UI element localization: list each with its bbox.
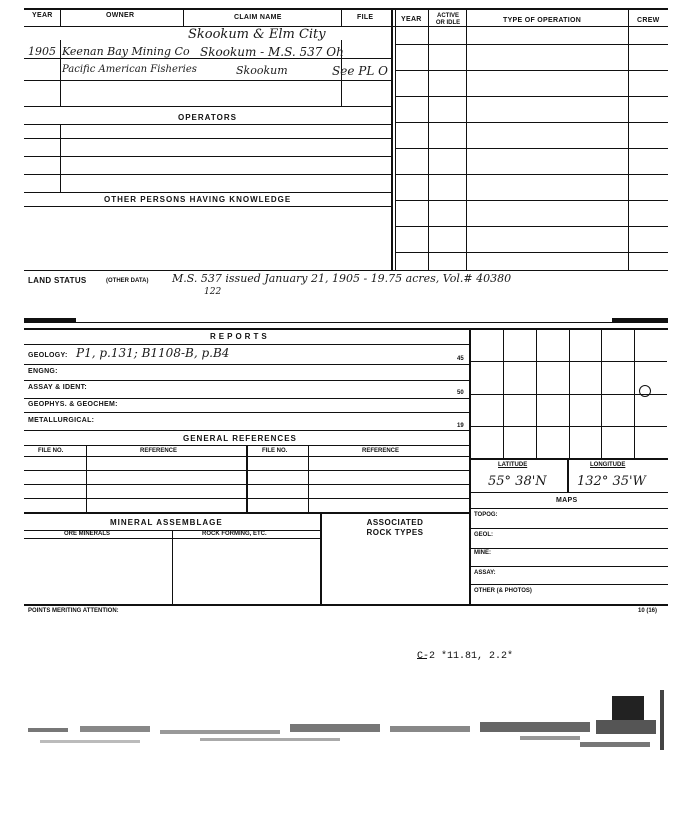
type-of-operation-header: TYPE OF OPERATION <box>503 17 582 24</box>
row-rule <box>395 174 668 175</box>
row-rule <box>24 156 391 157</box>
land-status-text: M.S. 537 issued January 21, 1905 - 19.75 acres, Vol.# 40380 <box>172 272 512 285</box>
row-rule <box>24 398 470 399</box>
row-rule <box>24 138 391 139</box>
row-rule <box>469 492 668 493</box>
row-rule <box>469 508 668 509</box>
grid-line <box>471 394 667 395</box>
num-45: 45 <box>457 356 464 362</box>
ore-minerals-header: ORE MINERALS <box>64 531 111 537</box>
grid-line <box>471 361 667 362</box>
row-rule <box>24 430 470 431</box>
divider <box>60 40 61 106</box>
divider <box>172 530 173 604</box>
claim-title: Skookum & Elm City <box>188 27 326 42</box>
geophys-label: GEOPHYS. & GEOCHEM: <box>28 401 118 408</box>
points-meriting-label: POINTS MERITING ATTENTION: <box>28 608 119 614</box>
row-rule <box>24 206 391 207</box>
row-rule <box>24 344 470 345</box>
row-rule <box>395 148 668 149</box>
row-rule <box>24 412 470 413</box>
row-rule <box>395 70 668 71</box>
strike-mark <box>417 658 427 659</box>
row-rule <box>469 566 668 567</box>
row-rule <box>469 584 668 585</box>
maps-topog: TOPOG: <box>474 512 498 518</box>
latitude-label: LATITUDE <box>498 462 528 468</box>
geology-value: P1, p.131; B1108-B, p.B4 <box>76 346 230 360</box>
row-rule <box>24 174 391 175</box>
metallurgical-label: METALLURGICAL: <box>28 417 95 424</box>
land-status-other: (OTHER DATA) <box>106 278 149 284</box>
year2-header: YEAR <box>401 16 422 23</box>
reference-header-1: REFERENCE <box>140 448 178 454</box>
divider <box>60 8 61 26</box>
geology-label: GEOLOGY: <box>28 352 68 359</box>
form-code: 10 (16) <box>638 608 658 614</box>
row-rule <box>24 80 391 81</box>
divider <box>86 445 87 512</box>
divider <box>567 458 569 492</box>
crew-header: CREW <box>637 17 660 24</box>
center-divider-inner <box>395 8 396 270</box>
divider <box>469 492 471 604</box>
row1-year: 1905 <box>28 45 56 58</box>
center-divider <box>391 8 393 270</box>
row-rule <box>469 528 668 529</box>
divider <box>466 8 467 270</box>
general-references-heading: GENERAL REFERENCES <box>183 434 297 443</box>
other-persons-heading: OTHER PERSONS HAVING KNOWLEDGE <box>104 195 292 204</box>
row-rule <box>24 512 470 514</box>
land-status-sub: 122 <box>204 287 222 297</box>
rock-forming-header: ROCK FORMING, ETC. <box>202 531 267 537</box>
divider <box>320 512 322 604</box>
year-header: YEAR <box>32 12 53 19</box>
row-rule <box>395 122 668 123</box>
land-status-label: LAND STATUS <box>28 276 87 285</box>
scan-noise-band <box>0 680 678 760</box>
top-border <box>24 8 668 10</box>
reports-heading: REPORTS <box>210 332 270 341</box>
operators-heading: OPERATORS <box>178 113 237 122</box>
assay-ident-label: ASSAY & IDENT: <box>28 384 88 391</box>
operators-top-rule <box>24 124 391 125</box>
row2-claim: Skookum <box>236 64 288 77</box>
row-rule <box>395 226 668 227</box>
row-rule <box>24 364 470 365</box>
reference-header-2: REFERENCE <box>362 448 400 454</box>
reports-top-rule <box>24 322 668 323</box>
header-bottom-rule <box>24 26 668 27</box>
owner-header: OWNER <box>106 12 135 19</box>
location-mark-icon <box>639 385 651 397</box>
row-rule <box>24 192 391 193</box>
longitude-label: LONGITUDE <box>590 462 626 468</box>
row-rule <box>24 106 391 107</box>
divider <box>428 8 429 270</box>
location-grid <box>471 329 667 458</box>
claim-name-header: CLAIM NAME <box>234 14 282 21</box>
row-rule <box>24 604 668 606</box>
row2-owner: Pacific American Fisheries <box>62 64 197 75</box>
maps-geol: GEOL: <box>474 532 493 538</box>
row-rule <box>395 200 668 201</box>
row-rule <box>24 380 470 381</box>
maps-other: OTHER (& PHOTOS) <box>474 588 532 594</box>
row1-claim: Skookum - M.S. 537 Oh <box>200 45 344 59</box>
row-rule <box>395 252 668 253</box>
latitude-value: 55° 38'N <box>488 474 547 489</box>
maps-assay: ASSAY: <box>474 570 496 576</box>
grid-line <box>471 426 667 427</box>
divider <box>341 8 342 26</box>
file-header: FILE <box>357 14 374 21</box>
engng-label: ENGNG: <box>28 368 58 375</box>
maps-mine: MINE: <box>474 550 491 556</box>
active-or-idle-header: ACTIVE OR IDLE <box>435 13 461 26</box>
longitude-value: 132° 35'W <box>577 474 646 489</box>
divider <box>628 8 629 270</box>
divider <box>308 445 309 512</box>
top-section-bottom-rule <box>24 270 668 271</box>
divider <box>60 124 61 192</box>
num-50: 50 <box>457 390 464 396</box>
maps-heading: MAPS <box>556 497 578 504</box>
row-rule <box>469 548 668 549</box>
mineral-assemblage-heading: MINERAL ASSEMBLAGE <box>110 518 223 527</box>
divider <box>246 445 248 512</box>
associated-rock-types-heading: ASSOCIATED ROCK TYPES <box>366 518 424 537</box>
num-19: 19 <box>457 423 464 429</box>
row-rule <box>395 96 668 97</box>
row1-owner: Keenan Bay Mining Co <box>62 45 190 58</box>
file-no-header-2: FILE NO. <box>262 448 288 454</box>
typed-code: C-2 *11.81, 2.2* <box>417 651 514 662</box>
file-no-header-1: FILE NO. <box>38 448 64 454</box>
row-rule <box>395 44 668 45</box>
row2-file: See PL O <box>332 64 388 78</box>
divider <box>183 8 184 26</box>
